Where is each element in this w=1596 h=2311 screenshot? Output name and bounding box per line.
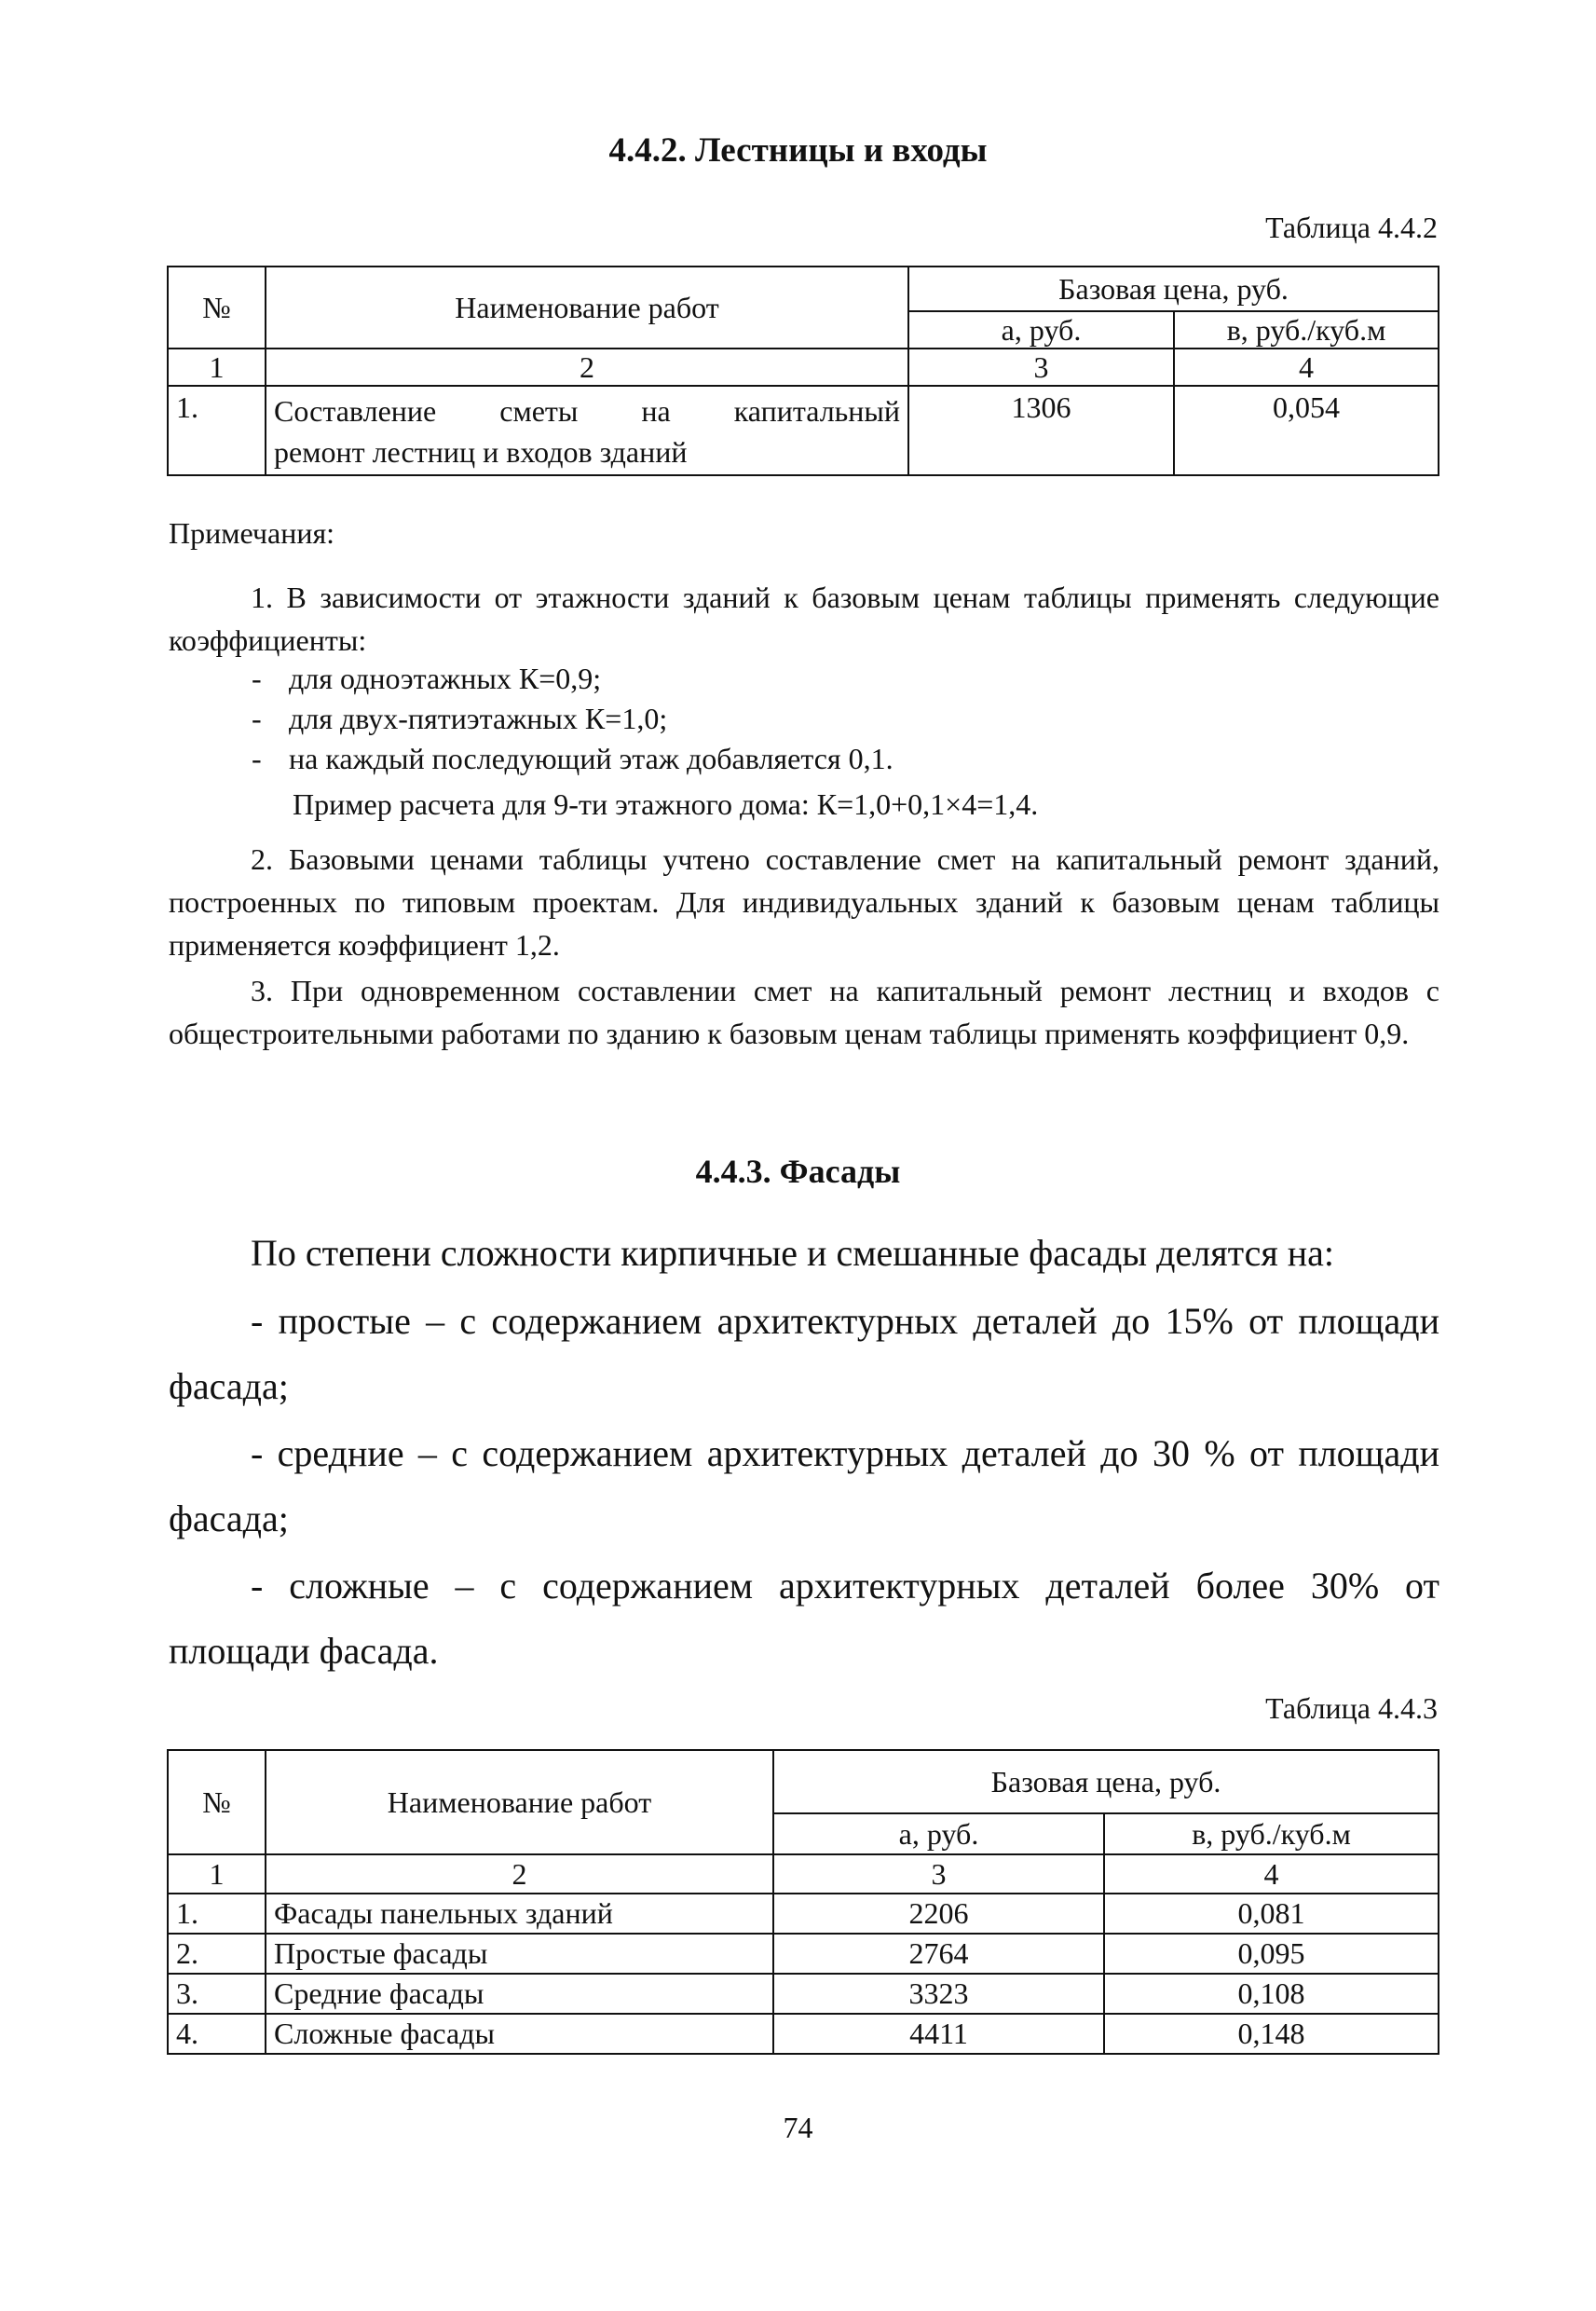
index-cell: 1 — [168, 349, 266, 386]
coefficient-item-text: на каждый последующий этаж добавляется 0,1. — [289, 742, 893, 775]
coefficient-item — [252, 702, 667, 736]
header-price-b: в, руб./куб.м — [1174, 311, 1439, 349]
row-work-name-line-2: ремонт лестниц и входов зданий — [274, 435, 688, 469]
header-price-a: а, руб. — [908, 311, 1174, 349]
index-cell: 3 — [908, 349, 1174, 386]
row-number: 4. — [168, 2014, 266, 2054]
table-stairs-prices — [167, 266, 1439, 476]
index-cell: 2 — [266, 349, 908, 386]
row-work-name: Простые фасады — [266, 1934, 773, 1974]
table-caption-4-4-3: Таблица 4.4.3 — [1265, 1691, 1438, 1725]
row-work-name-line-1: Составление сметы на капитальный — [274, 394, 900, 428]
row-price-a: 3323 — [773, 1974, 1104, 2014]
header-base-price: Базовая цена, руб. — [773, 1750, 1439, 1813]
row-work-name: Сложные фасады — [266, 2014, 773, 2054]
coefficient-item-text: для двух-пятиэтажных К=1,0; — [289, 702, 668, 735]
header-number: № — [168, 1750, 266, 1854]
index-cell: 2 — [266, 1854, 773, 1894]
note-1: 1. В зависимости от этажности зданий к базовым ценам таблицы применять следующие коэффициенты: — [169, 581, 1439, 657]
coefficient-item — [252, 742, 893, 776]
row-work-name — [266, 386, 908, 475]
header-number: № — [168, 267, 266, 349]
dash-marker: - — [252, 742, 262, 775]
facade-category-simple: - простые – с содержанием архитектурных деталей до 15% от площади фасада; — [169, 1300, 1439, 1407]
note-3: 3. При одновременном составлении смет на капитальный ремонт лестниц и входов с общестроительными работами по зданию к базовым ценам таблицы применять коэффициент 0,9. — [169, 974, 1439, 1050]
note-2: 2. Базовыми ценами таблицы учтено составление смет на капитальный ремонт зданий, построенных по типовым проектам. Для индивидуальных зданий к базовым ценам таблицы применяется коэффициент 1,2. — [169, 842, 1439, 962]
index-cell: 3 — [773, 1854, 1104, 1894]
table-row — [168, 1894, 1439, 1934]
row-price-b: 0,054 — [1174, 386, 1439, 475]
table-row — [168, 1974, 1439, 2014]
row-number: 1. — [168, 1894, 266, 1934]
row-number: 3. — [168, 1974, 266, 2014]
coefficient-item-text: для одноэтажных К=0,9; — [289, 662, 602, 695]
calculation-example: Пример расчета для 9-ти этажного дома: К=1,0+0,1×4=1,4. — [293, 787, 1039, 821]
table-caption-4-4-2: Таблица 4.4.2 — [1265, 211, 1438, 244]
row-work-name: Фасады панельных зданий — [266, 1894, 773, 1934]
table-row — [168, 2014, 1439, 2054]
row-price-a: 2206 — [773, 1894, 1104, 1934]
header-base-price: Базовая цена, руб. — [908, 267, 1439, 311]
index-cell: 4 — [1104, 1854, 1439, 1894]
section-heading-stairs: 4.4.2. Лестницы и входы — [608, 131, 988, 170]
dash-marker: - — [252, 702, 262, 735]
coefficient-item — [252, 662, 601, 696]
row-price-b: 0,081 — [1104, 1894, 1439, 1934]
facade-category-complex: - сложные – с содержанием архитектурных деталей более 30% от площади фасада. — [169, 1565, 1439, 1672]
table-facades-prices — [167, 1749, 1439, 2055]
page-number: 74 — [783, 2111, 813, 2144]
index-cell: 1 — [168, 1854, 266, 1894]
row-price-b: 0,148 — [1104, 2014, 1439, 2054]
row-price-a: 1306 — [908, 386, 1174, 475]
row-price-a: 4411 — [773, 2014, 1104, 2054]
row-price-b: 0,095 — [1104, 1934, 1439, 1974]
table-row — [168, 1934, 1439, 1974]
header-price-a: а, руб. — [773, 1813, 1104, 1854]
row-number: 2. — [168, 1934, 266, 1974]
row-price-a: 2764 — [773, 1934, 1104, 1974]
facades-intro: По степени сложности кирпичные и смешанные фасады делятся на: — [251, 1232, 1335, 1274]
header-price-b: в, руб./куб.м — [1104, 1813, 1439, 1854]
dash-marker: - — [252, 662, 262, 695]
row-price-b: 0,108 — [1104, 1974, 1439, 2014]
index-cell: 4 — [1174, 349, 1439, 386]
header-work-name: Наименование работ — [266, 267, 908, 349]
header-work-name: Наименование работ — [266, 1750, 773, 1854]
section-heading-facades: 4.4.3. Фасады — [695, 1153, 901, 1190]
table-row — [168, 386, 1439, 475]
notes-title: Примечания: — [169, 516, 335, 550]
row-work-name: Средние фасады — [266, 1974, 773, 2014]
facade-category-medium: - средние – с содержанием архитектурных деталей до 30 % от площади фасада; — [169, 1432, 1439, 1539]
row-number: 1. — [168, 386, 266, 475]
